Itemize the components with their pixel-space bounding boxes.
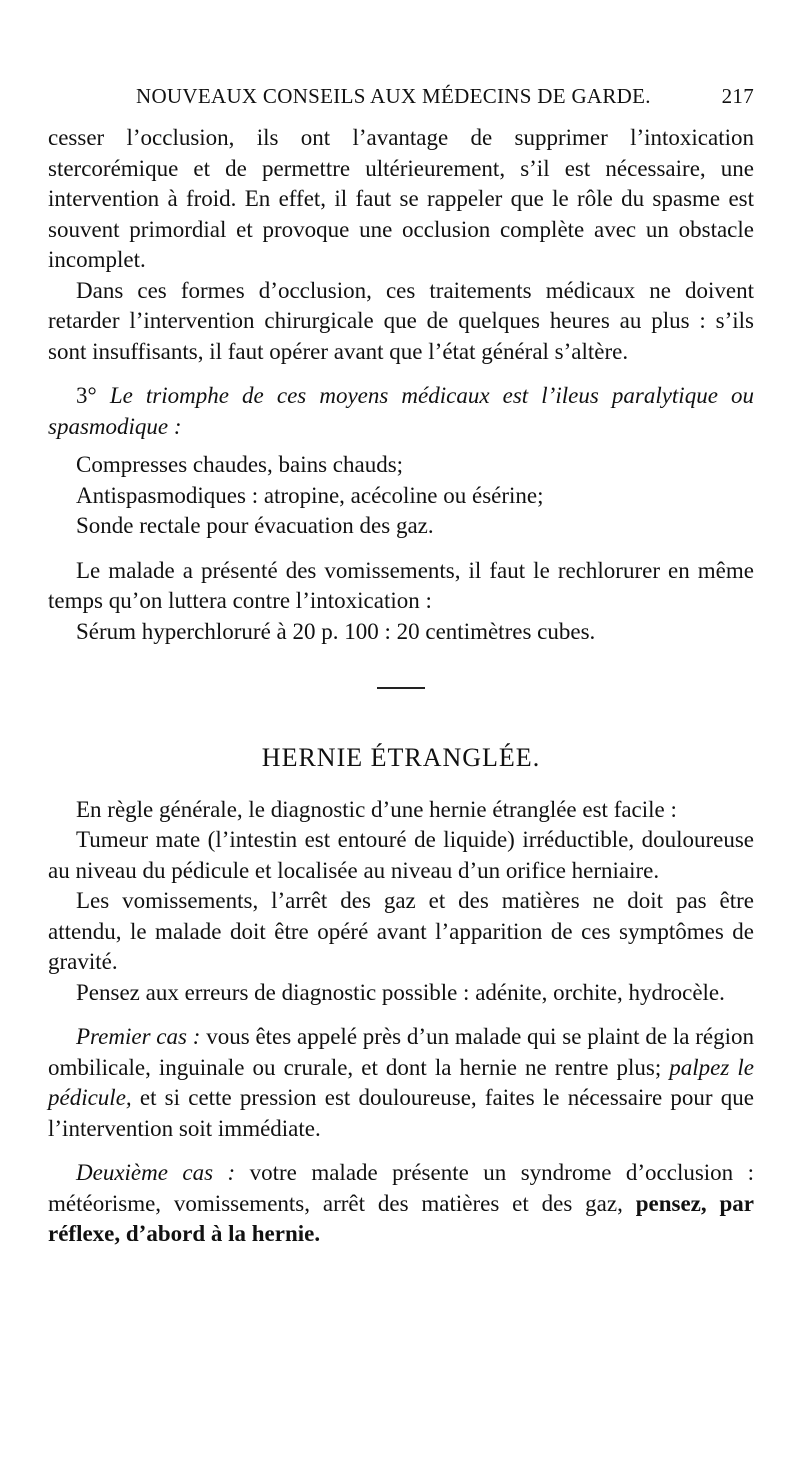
- list-item: Antispasmodiques : atropine, acécoline ou ésérine;: [76, 482, 544, 508]
- paragraph-rechlorurer: Le malade a présenté des vomissements, il faut le rechlorurer en même temps qu’on luttera contre l’intoxication :: [48, 557, 754, 613]
- book-page: [48, 84, 754, 1250]
- first-case-text-a: vous êtes appelé près d’un malade qui se plaint de la région ombilicale, inguinale ou crurale, et dont la hernie ne rentre plus;: [48, 1024, 754, 1080]
- paragraph-tumor: Tumeur mate (l’intestin est entouré de liquide) irréductible, douloureuse au niveau du pédicule et localisée au niveau d’un orifice herniaire.: [48, 827, 754, 883]
- second-case-label: Deuxième cas :: [76, 1160, 236, 1185]
- running-title: NOUVEAUX CONSEILS AUX MÉDECINS DE GARDE.: [136, 84, 651, 108]
- running-header: [136, 84, 754, 109]
- paragraph-occlusion-forms: Dans ces formes d’occlusion, ces traitements médicaux ne doivent retarder l’intervention chirurgicale que de quelques heures au plus : s’ils sont insuffisants, il faut opérer avant que l’état général s’altère.: [48, 277, 754, 364]
- paragraph-number: 3°: [76, 383, 97, 408]
- paragraph-second-case: [48, 1158, 754, 1250]
- serum-line: Sérum hyperchloruré à 20 p. 100 : 20 centimètres cubes.: [76, 618, 596, 644]
- first-case-text-b: et si cette pression est douloureuse, faites le nécessaire pour que l’intervention soit immédiate.: [48, 1085, 754, 1141]
- triumph-italic-text: Le triomphe de ces moyens médicaux est l’ileus paralytique ou spasmodique :: [48, 383, 755, 439]
- second-case-text-a: votre malade présente un syndrome d’occlusion : météorisme, vomissements, arrêt des matières et des gaz,: [48, 1160, 755, 1216]
- paragraph-first-case: [48, 1022, 754, 1144]
- paragraph-diagnosis: En règle générale, le diagnostic d’une hernie étranglée est facile :: [76, 796, 677, 822]
- first-case-italic: palpez le pédicule,: [48, 1054, 754, 1110]
- paragraph-continuation: cesser l’occlusion, ils ont l’avantage de supprimer l’intoxication stercorémique et de permettre ultérieurement, s’il est nécessaire, une intervention à froid. En effet, il faut se rappeler que le rôle du spasme est souvent primordial et provoque une occlusion complète avec un obstacle incomplet.: [48, 125, 754, 272]
- second-case-text-b: pensez, par réflexe, d’abord à la hernie.: [48, 1190, 754, 1246]
- first-case-label: Premier cas :: [76, 1024, 201, 1049]
- page-number: 217: [721, 84, 754, 108]
- paragraph-vomiting: Les vomissements, l’arrêt des gaz et des matières ne doit pas être attendu, le malade doit être opéré avant l’apparition de ces symptômes de gravité.: [48, 888, 754, 974]
- list-item: Compresses chaudes, bains chauds;: [76, 452, 404, 477]
- section-title: HERNIE ÉTRANGLÉE.: [261, 742, 541, 772]
- paragraph-errors: Pensez aux erreurs de diagnostic possible : adénite, orchite, hydrocèle.: [76, 979, 725, 1005]
- section-divider: [377, 687, 425, 689]
- paragraph-triumph: [48, 381, 754, 442]
- list-item: Sonde rectale pour évacuation des gaz.: [76, 513, 434, 538]
